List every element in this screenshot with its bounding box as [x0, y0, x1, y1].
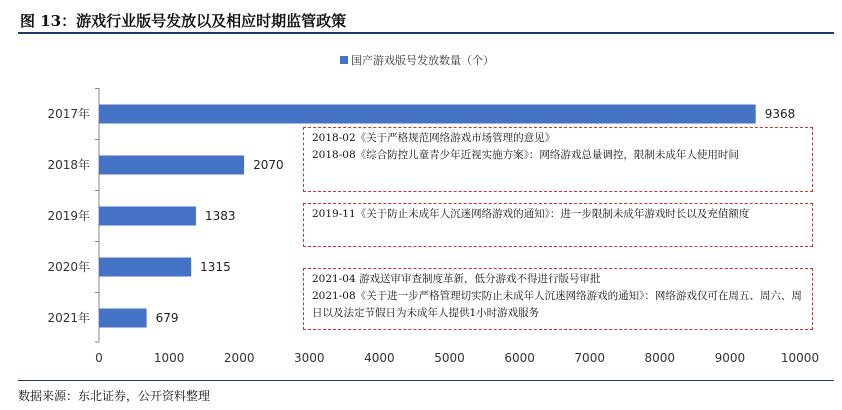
x-tick-label: 3000 — [294, 351, 325, 365]
x-tick-label: 6000 — [504, 351, 535, 365]
bar-value-label: 1315 — [200, 260, 231, 274]
policy-note-line: 2018-02《关于严格规范网络游戏市场管理的意见》 — [312, 132, 556, 144]
bar — [99, 309, 147, 328]
bar-value-label: 679 — [155, 311, 179, 325]
x-tick-label: 5000 — [434, 351, 465, 365]
policy-note-2019 — [303, 203, 813, 247]
x-tick-label: 0 — [95, 351, 103, 365]
policy-note-line: 2021-04 游戏送审审查制度革新，低分游戏不得进行版号审批 — [312, 273, 601, 285]
policy-note-line: 2019-11《关于防止未成年人沉迷网络游戏的通知》：进一步限制未成年游戏时长以及充值额度 — [312, 208, 750, 220]
bar-value-label: 9368 — [764, 107, 796, 121]
data-source: 数据来源：东北证券，公开资料整理 — [18, 380, 834, 404]
policy-note-2021 — [303, 268, 813, 330]
policy-note-2018 — [303, 127, 813, 192]
bar-value-label: 2070 — [253, 158, 284, 172]
x-tick-label: 7000 — [574, 351, 605, 365]
policy-note-line: 2018-08《综合防控儿童青少年近视实施方案》：网络游戏总量调控，限制未成年人使用时间 — [312, 149, 739, 161]
category-label: 2019年 — [47, 209, 90, 223]
figure-title: 图 13：游戏行业版号发放以及相应时期监管政策 — [20, 12, 347, 30]
x-tick-label: 9000 — [714, 351, 746, 365]
legend-swatch — [340, 56, 348, 64]
x-tick-label: 4000 — [364, 351, 395, 365]
bar — [99, 156, 244, 175]
x-tick-label: 1000 — [153, 351, 185, 365]
category-label: 2018年 — [47, 158, 90, 172]
category-label: 2017年 — [47, 107, 90, 121]
x-tick-label: 8000 — [644, 351, 676, 365]
chart-legend — [340, 53, 494, 67]
policy-note-line: 2021-08《关于进一步严格管理切实防止未成年人沉迷网络游戏的通知》：网络游戏仅可在周五、周六、周日以及法定节假日为未成年人提供1小时游戏服务 — [312, 290, 802, 319]
bar — [99, 105, 756, 124]
x-tick-label: 2000 — [223, 351, 255, 365]
category-label: 2021年 — [47, 311, 90, 325]
bar-value-label: 1383 — [204, 209, 236, 223]
category-label: 2020年 — [47, 260, 90, 274]
legend-label: 国产游戏版号发放数量（个） — [351, 54, 494, 67]
bar — [99, 258, 191, 277]
x-tick-label: 10000 — [780, 351, 820, 365]
bar — [99, 207, 196, 226]
